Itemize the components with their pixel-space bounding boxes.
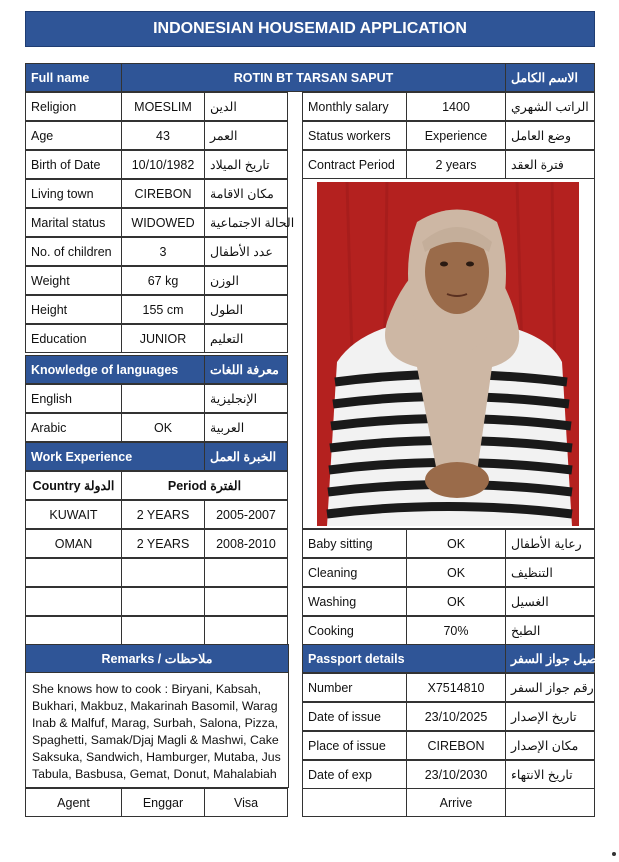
language-label-ar: العربية <box>204 413 288 442</box>
personal-value: WIDOWED <box>121 208 205 237</box>
personal-label-ar: الحالة الاجتماعية <box>204 208 288 237</box>
page-dot <box>612 852 616 856</box>
skill-label-ar: التنظيف <box>505 558 595 587</box>
language-label-ar: الإنجليزية <box>204 384 288 413</box>
contract-value: Experience <box>406 121 506 150</box>
work-country-header: Country الدولة <box>25 471 122 500</box>
work-empty-cell <box>121 587 205 616</box>
footer-agent-value: Enggar <box>121 788 205 817</box>
personal-label: No. of children <box>25 237 122 266</box>
work-period-header: Period الفترة <box>121 471 288 500</box>
footer-agent-label: Agent <box>25 788 122 817</box>
footer-visa-value <box>302 788 407 817</box>
personal-label-ar: الطول <box>204 295 288 324</box>
work-empty-cell <box>25 616 122 645</box>
work-empty-cell <box>204 587 288 616</box>
personal-value: CIREBON <box>121 179 205 208</box>
work-empty-cell <box>121 616 205 645</box>
passport-label-ar: مكان الإصدار <box>505 731 595 760</box>
language-label: English <box>25 384 122 413</box>
passport-label: Date of issue <box>302 702 407 731</box>
contract-label: Contract Period <box>302 150 407 179</box>
remarks-heading: Remarks / ملاحظات <box>25 644 289 673</box>
work-empty-cell <box>25 558 122 587</box>
skill-label: Baby sitting <box>302 529 407 558</box>
work-experience-heading-ar: الخبرة العمل <box>204 442 288 471</box>
passport-label-ar: رقم جواز السفر <box>505 673 595 702</box>
languages-heading-ar: معرفة اللغات <box>204 355 288 384</box>
language-label: Arabic <box>25 413 122 442</box>
contract-label-ar: فترة العقد <box>505 150 595 179</box>
personal-value: 10/10/1982 <box>121 150 205 179</box>
personal-label: Education <box>25 324 122 353</box>
passport-label: Number <box>302 673 407 702</box>
work-country: KUWAIT <box>25 500 122 529</box>
footer-arrive-value <box>505 788 595 817</box>
passport-heading: Passport details <box>302 644 506 673</box>
language-value <box>121 384 205 413</box>
personal-label: Living town <box>25 179 122 208</box>
language-value: OK <box>121 413 205 442</box>
full-name-label: Full name <box>25 63 122 92</box>
personal-label: Marital status <box>25 208 122 237</box>
contract-label-ar: وضع العامل <box>505 121 595 150</box>
personal-label-ar: التعليم <box>204 324 288 353</box>
work-empty-cell <box>121 558 205 587</box>
passport-value: 23/10/2030 <box>406 760 506 789</box>
personal-value: 67 kg <box>121 266 205 295</box>
contract-value: 2 years <box>406 150 506 179</box>
passport-label-ar: تاريخ الانتهاء <box>505 760 595 789</box>
personal-label: Height <box>25 295 122 324</box>
passport-label-ar: تاريخ الإصدار <box>505 702 595 731</box>
passport-heading-ar: تفاصيل جواز السفر <box>505 644 595 673</box>
skill-value: OK <box>406 529 506 558</box>
passport-label: Date of exp <box>302 760 407 789</box>
passport-value: X7514810 <box>406 673 506 702</box>
personal-value: 3 <box>121 237 205 266</box>
personal-value: JUNIOR <box>121 324 205 353</box>
skill-value: OK <box>406 558 506 587</box>
work-duration: 2 YEARS <box>121 529 205 558</box>
passport-value: 23/10/2025 <box>406 702 506 731</box>
personal-value: MOESLIM <box>121 92 205 121</box>
personal-label-ar: تاريخ الميلاد <box>204 150 288 179</box>
personal-value: 43 <box>121 121 205 150</box>
applicant-photo <box>317 182 579 526</box>
personal-label-ar: الوزن <box>204 266 288 295</box>
full-name-value: ROTIN BT TARSAN SAPUT <box>121 63 506 92</box>
skill-label-ar: رعاية الأطفال <box>505 529 595 558</box>
personal-label: Birth of Date <box>25 150 122 179</box>
contract-label: Status workers <box>302 121 407 150</box>
skill-label: Washing <box>302 587 407 616</box>
footer-visa-label: Visa <box>204 788 288 817</box>
personal-value: 155 cm <box>121 295 205 324</box>
full-name-label-ar: الاسم الكامل <box>505 63 595 92</box>
skill-value: OK <box>406 587 506 616</box>
personal-label: Age <box>25 121 122 150</box>
page-title: INDONESIAN HOUSEMAID APPLICATION <box>25 11 595 47</box>
skill-label-ar: الطبخ <box>505 616 595 645</box>
work-duration: 2 YEARS <box>121 500 205 529</box>
work-empty-cell <box>204 558 288 587</box>
work-empty-cell <box>25 587 122 616</box>
personal-label-ar: مكان الاقامة <box>204 179 288 208</box>
personal-label-ar: الدين <box>204 92 288 121</box>
personal-label: Weight <box>25 266 122 295</box>
remarks-text: She knows how to cook : Biryani, Kabsah, Bukhari, Makbuz, Makarinah Basomil, Warag Inab & Malfuf, Marag, Surbah, Salona, Pizza, Spaghetti, Samak/Djaj Magli & Mashwi, Cake Saksuka, Sandwich, Hamburger, Mutaba, Jus Tabula, Basbusa, Gemat, Donut, Mahalabiah <box>25 672 289 788</box>
personal-label-ar: عدد الأطفال <box>204 237 288 266</box>
contract-label: Monthly salary <box>302 92 407 121</box>
applicant-portrait-illustration <box>317 182 579 526</box>
work-country: OMAN <box>25 529 122 558</box>
personal-label-ar: العمر <box>204 121 288 150</box>
languages-heading: Knowledge of languages <box>25 355 205 384</box>
passport-label: Place of issue <box>302 731 407 760</box>
skill-label-ar: الغسيل <box>505 587 595 616</box>
work-experience-heading: Work Experience <box>25 442 205 471</box>
contract-label-ar: الراتب الشهري <box>505 92 595 121</box>
work-empty-cell <box>204 616 288 645</box>
passport-value: CIREBON <box>406 731 506 760</box>
work-range: 2008-2010 <box>204 529 288 558</box>
skill-label: Cooking <box>302 616 407 645</box>
contract-value: 1400 <box>406 92 506 121</box>
skill-value: 70% <box>406 616 506 645</box>
work-range: 2005-2007 <box>204 500 288 529</box>
skill-label: Cleaning <box>302 558 407 587</box>
footer-arrive-label: Arrive <box>406 788 506 817</box>
personal-label: Religion <box>25 92 122 121</box>
